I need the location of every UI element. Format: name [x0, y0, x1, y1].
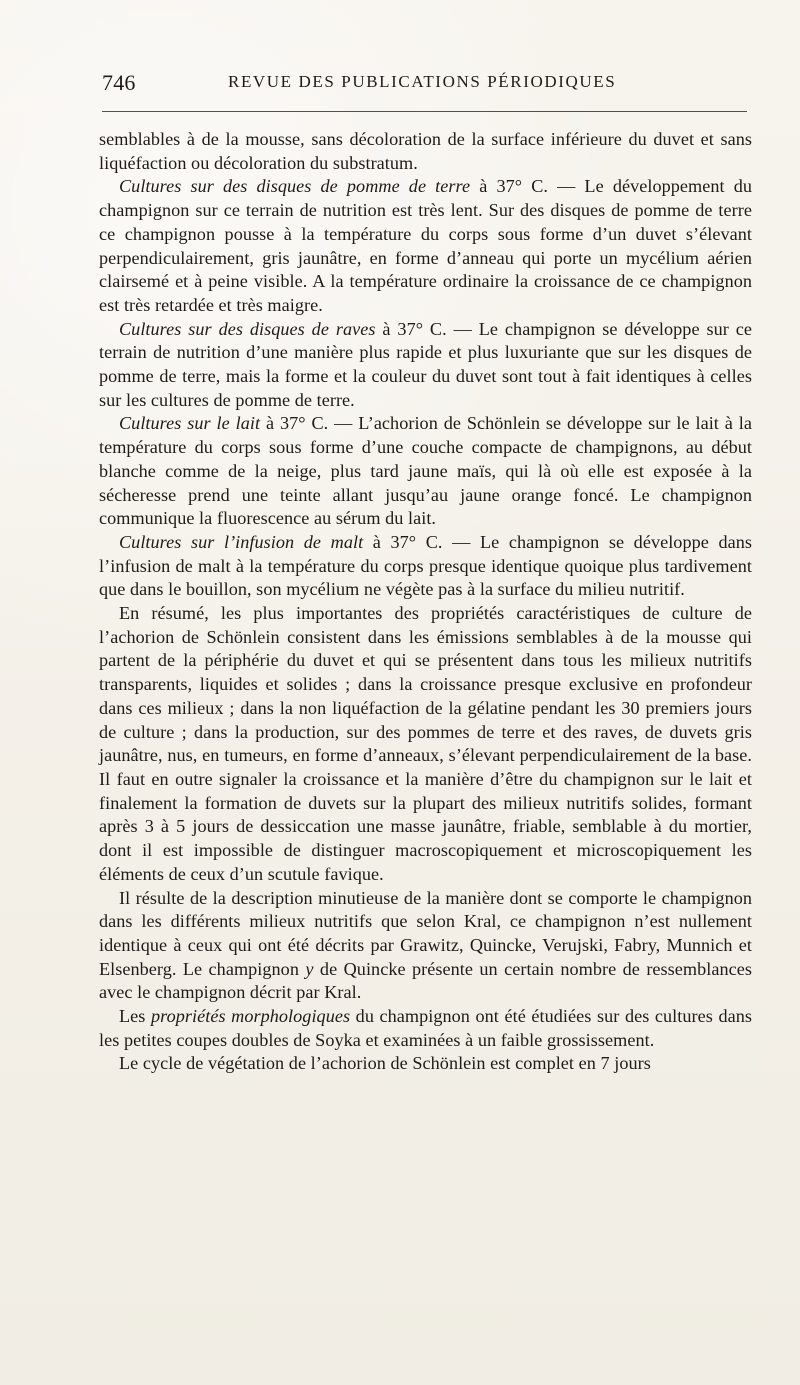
paragraph-1 [99, 128, 752, 175]
paragraph-6 [99, 602, 752, 886]
running-title: REVUE DES PUBLICATIONS PÉRIODIQUES [228, 72, 617, 91]
paragraph-4 [99, 412, 752, 531]
paragraph-8-before: Les [119, 1006, 151, 1027]
paragraph-8 [99, 1005, 752, 1052]
paragraph-8-ital: propriétés morphologiques [151, 1006, 351, 1027]
paragraph-4-rest: à 37° C. — L’achorion de Schönlein se développe sur le lait à la température du corps sous forme d’une couche compacte de champignons, au début blanche comme de la neige, plus tard jaune maïs, qui là où elle est exposée à la sécheresse prend une teinte allant jusqu’au jaune orange foncé. Le champignon communique la fluorescence au sérum du lait. [99, 413, 753, 529]
page-header [102, 70, 747, 110]
paragraph-8-after: du champignon ont été étudiées sur des cultures dans les petites coupes doubles de Soyka et examinées à un faible grossissement. [99, 1006, 753, 1050]
paragraph-9-text: Le cycle de végétation de l’achorion de Schönlein est complet en 7 jours [119, 1053, 651, 1074]
paragraph-3-rest: à 37° C. — Le champignon se développe sur ce terrain de nutrition d’une manière plus rapide et plus luxuriante que sur les disques de pomme de terre, mais la forme et la couleur du duvet sont tout à fait identiques à celles sur les cultures de pomme de terre. [99, 318, 752, 410]
paragraph-2-rest: à 37° C. — Le développement du champignon sur ce terrain de nutrition est très lent. Sur des disques de pomme de terre ce champignon pousse à la température du corps sous forme d’un duvet s’élevant perpendiculairement, gris jaunâtre, en forme d’anneau qui porte un mycélium aérien clairsemé et à peine visible. A la température ordinaire la croissance de ce champignon est très retardée et très maigre. [99, 176, 752, 315]
paragraph-5-rest: à 37° C. — Le champignon se développe dans l’infusion de malt à la température du corps presque identique quoique plus tardivement que dans le bouillon, son mycélium ne végète pas à la surface du milieu nutritif. [99, 531, 753, 600]
paragraph-5-lead: Cultures sur l’infusion de malt [119, 531, 364, 552]
paragraph-7-ital: y [305, 958, 314, 979]
paragraph-7-after: de Quincke présente un certain nombre de ressemblances avec le champignon décrit par Kral. [99, 958, 753, 1003]
paragraph-3-lead: Cultures sur des disques de raves [119, 318, 376, 339]
header-rule [102, 111, 747, 112]
paragraph-9 [99, 1052, 752, 1076]
article-text [99, 128, 752, 1368]
paragraph-1-text: semblables à de la mousse, sans décoloration de la surface inférieure du duvet et sans liquéfaction ou décoloration du substratum. [99, 129, 752, 173]
paragraph-7-before: Il résulte de la description minutieuse de la manière dont se comporte le champignon dans les différents milieux nutritifs que selon Kral, ce champignon n’est nullement identique à ceux qui ont été décrits par Grawitz, Quincke, Verujski, Fabry, Munnich et Elsenberg. Le champignon [99, 887, 752, 979]
page-number: 746 [102, 70, 136, 95]
paragraph-2 [99, 175, 752, 317]
paragraph-2-lead: Cultures sur des disques de pomme de terre [119, 176, 471, 197]
paragraph-5 [99, 531, 752, 602]
paragraph-4-lead: Cultures sur le lait [119, 413, 261, 434]
paragraph-7 [99, 887, 752, 1006]
paragraph-6-text: En résumé, les plus importantes des propriétés caractéristiques de culture de l’achorion de Schönlein consistent dans les émissions semblables à de la mousse qui partent de la périphérie du duvet et qui se présentent dans tous les milieux nutritifs transparents, liquides et solides ; dans la croissance presque exclusive en profondeur dans ces milieux ; dans la non liquéfaction de la gélatine pendant les 30 premiers jours de culture ; dans la production, sur des pommes de terre et des raves, de duvets gris jaunâtre, nus, en tumeurs, en forme d’anneaux, s’élevant perpendiculairement de la base. Il faut en outre signaler la croissance et la manière d’être du champignon sur le lait et finalement la formation de duvets sur la plupart des milieux nutritifs solides, formant après 3 à 5 jours de dessiccation une masse jaunâtre, friable, semblable à du mortier, dont il est impossible de distinguer macroscopiquement et microscopiquement les éléments de ceux d’un scutule favique. [99, 603, 752, 884]
paragraph-3 [99, 318, 752, 413]
